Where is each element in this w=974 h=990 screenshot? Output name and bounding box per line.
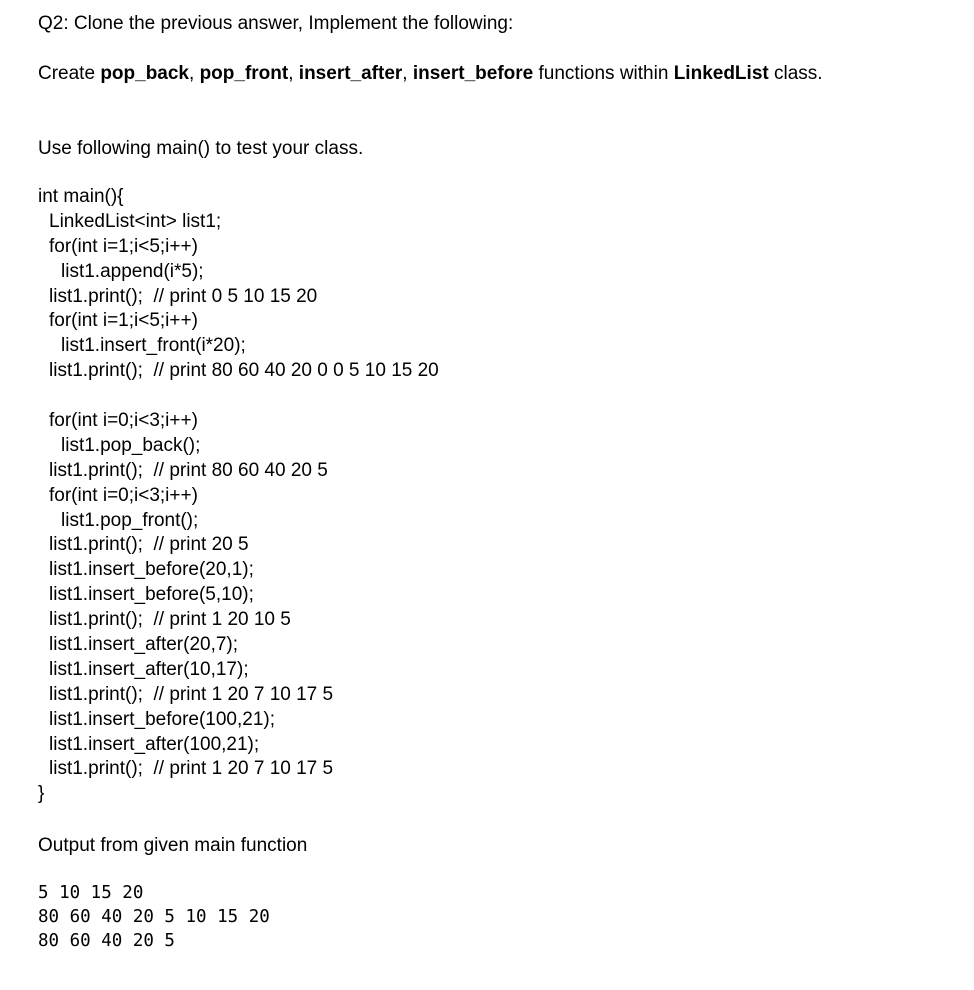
instruction-text: , (189, 63, 200, 84)
instruction-text: Create (38, 63, 101, 84)
instruction-text: , (402, 63, 413, 84)
code-line: for(int i=0;i<3;i++) (49, 410, 198, 432)
instruction-text: class. (768, 63, 823, 84)
code-line: list1.insert_after(100,21); (49, 733, 260, 755)
code-line: list1.insert_after(10,17); (49, 658, 249, 680)
function-name-bold: insert_after (298, 63, 403, 84)
code-line: list1.insert_before(20,1); (49, 559, 254, 581)
function-name-bold: LinkedList (673, 63, 769, 84)
instruction-text: , (288, 63, 299, 84)
code-line: int main(){ (38, 186, 124, 207)
code-line: } (38, 783, 45, 805)
code-line: list1.print(); // print 1 20 7 10 17 5 (49, 758, 334, 780)
code-line: list1.insert_front(i*20); (61, 335, 246, 357)
code-line: list1.print(); // print 0 5 10 15 20 (49, 285, 318, 307)
question-instruction (38, 61, 898, 86)
code-line: list1.print(); // print 20 5 (49, 534, 249, 556)
code-line: list1.pop_back(); (61, 434, 201, 456)
output-listing (38, 881, 270, 953)
code-line: list1.print(); // print 80 60 40 20 0 0 5 10 15 20 (49, 360, 439, 382)
code-line: for(int i=1;i<5;i++) (49, 235, 198, 257)
usage-instruction: Use following main() to test your class. (38, 138, 364, 159)
code-line: LinkedList<int> list1; (49, 210, 222, 232)
question-title: Q2: Clone the previous answer, Implement the following: (38, 13, 514, 34)
instruction-text: functions within (533, 63, 674, 84)
code-listing (38, 185, 439, 807)
output-line: 5 10 15 20 (38, 883, 144, 903)
output-line: 80 60 40 20 5 10 15 20 (38, 907, 270, 927)
function-name-bold: insert_before (412, 63, 534, 84)
code-line (38, 384, 439, 409)
output-title: Output from given main function (38, 835, 308, 856)
code-line: for(int i=0;i<3;i++) (49, 484, 198, 506)
code-line: list1.pop_front(); (61, 509, 199, 531)
code-line: list1.print(); // print 1 20 7 10 17 5 (49, 683, 334, 705)
code-line: list1.insert_before(5,10); (49, 584, 254, 606)
code-line: list1.insert_after(20,7); (49, 634, 239, 656)
code-line: list1.append(i*5); (61, 260, 204, 282)
code-line: for(int i=1;i<5;i++) (49, 310, 198, 332)
code-line: list1.print(); // print 80 60 40 20 5 (49, 459, 328, 481)
function-name-bold: pop_back (100, 63, 190, 84)
function-name-bold: pop_front (199, 63, 289, 84)
code-line: list1.insert_before(100,21); (49, 708, 276, 730)
output-line: 80 60 40 20 5 (38, 931, 175, 951)
code-line: list1.print(); // print 1 20 10 5 (49, 609, 291, 631)
